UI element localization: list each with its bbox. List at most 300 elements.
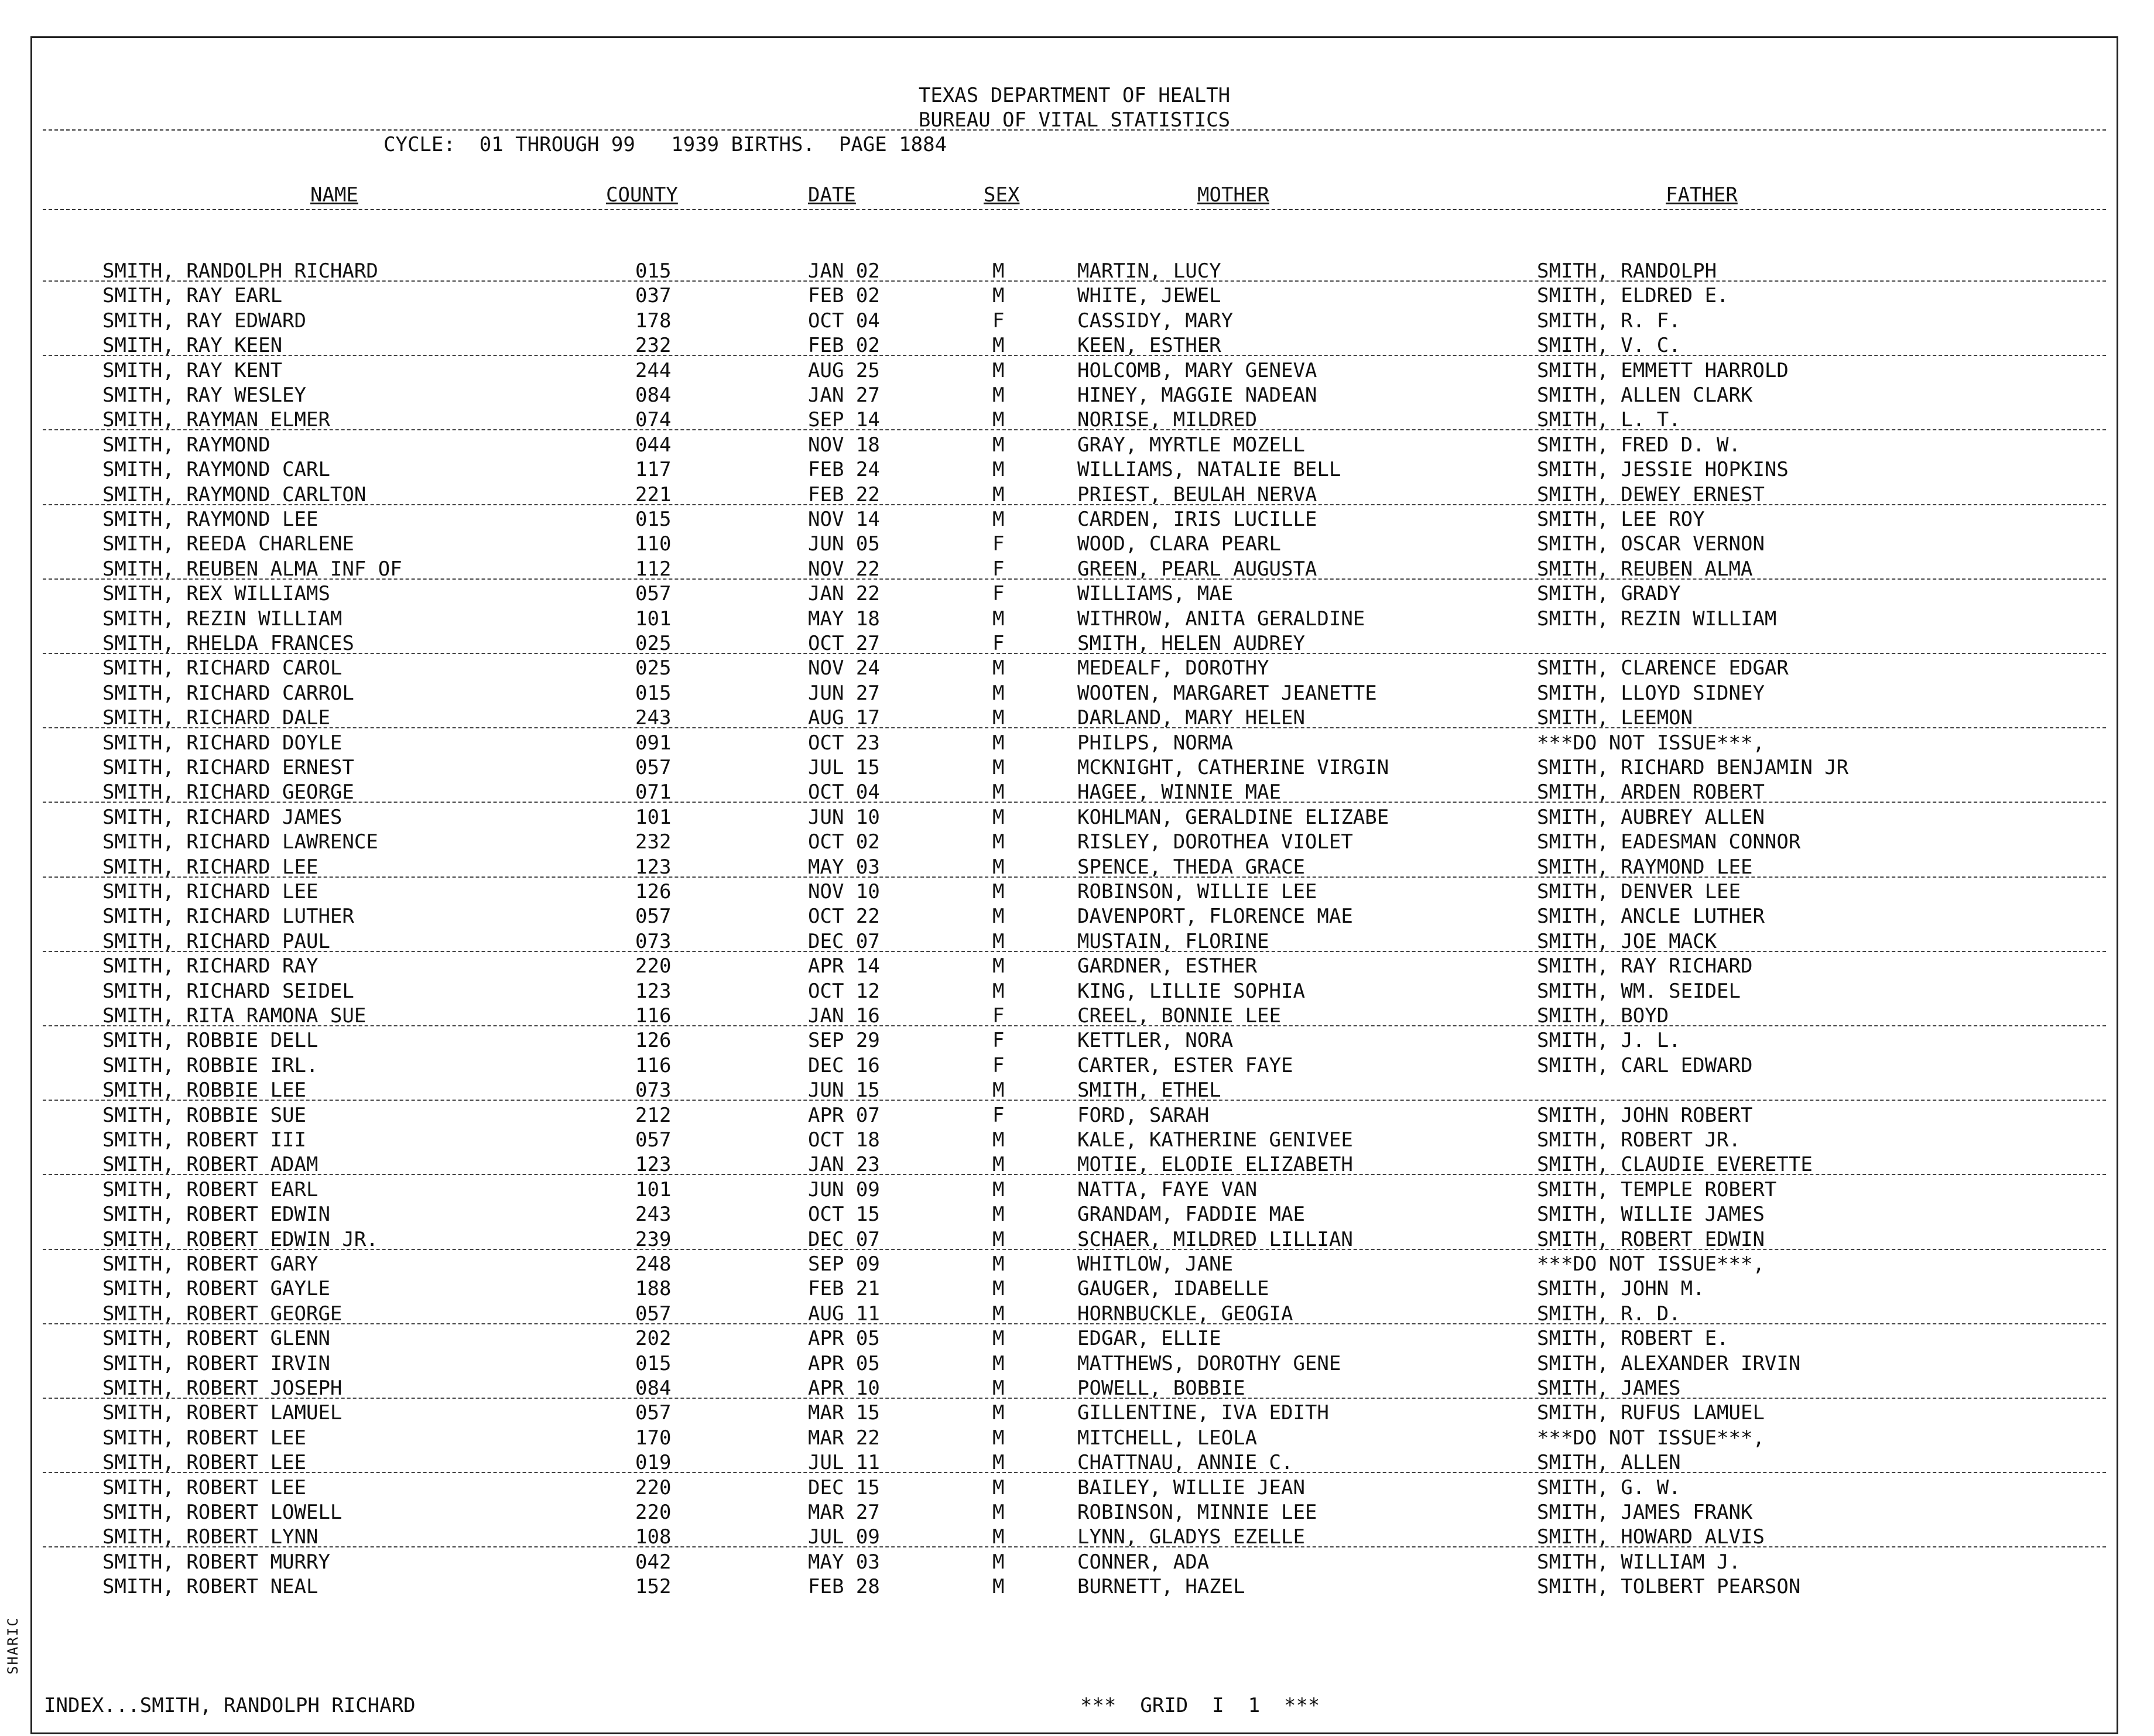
cell-date: JUN 15	[808, 1078, 880, 1102]
cell-county: 123	[635, 855, 672, 879]
cell-county: 057	[635, 582, 672, 606]
cell-mother: SPENCE, THEDA GRACE	[1077, 855, 1305, 879]
table-row	[32, 1575, 2117, 1600]
cell-date: MAR 22	[808, 1426, 880, 1450]
cell-mother: PRIEST, BEULAH NERVA	[1077, 482, 1317, 506]
row-separator	[43, 1174, 2106, 1175]
cell-mother: CASSIDY, MARY	[1077, 309, 1234, 333]
cell-county: 202	[635, 1327, 672, 1351]
cell-date: JUL 15	[808, 756, 880, 779]
table-row	[32, 1426, 2117, 1451]
row-separator	[43, 1323, 2106, 1324]
cell-mother: HORNBUCKLE, GEOGIA	[1077, 1302, 1293, 1326]
cell-county: 212	[635, 1103, 672, 1127]
cell-name: SMITH, ROBERT EDWIN	[102, 1203, 330, 1227]
cell-name: SMITH, ROBBIE DELL	[102, 1029, 319, 1053]
cell-name: SMITH, RICHARD PAUL	[102, 929, 330, 953]
cell-name: SMITH, RAYMOND LEE	[102, 508, 319, 531]
cell-county: 116	[635, 1004, 672, 1028]
cell-date: DEC 07	[808, 929, 880, 953]
cell-father: SMITH, ROBERT JR.	[1537, 1128, 1741, 1152]
column-divider	[43, 209, 2106, 210]
column-header-county: COUNTY	[606, 183, 678, 207]
cell-name: SMITH, ROBERT JOSEPH	[102, 1377, 343, 1400]
cell-sex: M	[992, 805, 1005, 829]
cell-county: 057	[635, 905, 672, 929]
cell-father: SMITH, WM. SEIDEL	[1537, 979, 1741, 1003]
cell-name: SMITH, ROBERT LEE	[102, 1475, 306, 1499]
cell-mother: BURNETT, HAZEL	[1077, 1575, 1245, 1599]
cell-county: 188	[635, 1277, 672, 1301]
cell-date: NOV 14	[808, 508, 880, 531]
cell-mother: MARTIN, LUCY	[1077, 259, 1221, 283]
cell-father: ***DO NOT ISSUE***,	[1537, 731, 1765, 755]
cell-father: SMITH, JAMES	[1537, 1377, 1681, 1400]
cell-father: SMITH, RAYMOND LEE	[1537, 855, 1753, 879]
cell-sex: M	[992, 1451, 1005, 1475]
cell-sex: M	[992, 1302, 1005, 1326]
header-divider	[43, 129, 2106, 131]
cell-sex: F	[992, 1053, 1005, 1077]
table-row	[32, 1327, 2117, 1351]
cell-mother: CREEL, BONNIE LEE	[1077, 1004, 1281, 1028]
cell-mother: WITHROW, ANITA GERALDINE	[1077, 607, 1365, 631]
table-row	[32, 433, 2117, 458]
row-separator	[43, 1546, 2106, 1547]
cell-mother: FORD, SARAH	[1077, 1103, 1210, 1127]
cell-sex: M	[992, 1575, 1005, 1599]
cell-date: APR 10	[808, 1377, 880, 1400]
cell-county: 057	[635, 756, 672, 779]
cell-father: SMITH, WILLIAM J.	[1537, 1550, 1741, 1574]
row-separator	[43, 578, 2106, 580]
cell-county: 015	[635, 681, 672, 705]
table-row	[32, 1277, 2117, 1302]
cell-sex: M	[992, 1078, 1005, 1102]
cell-father: SMITH, LEE ROY	[1537, 508, 1705, 531]
row-separator	[43, 429, 2106, 430]
cell-county: 101	[635, 1177, 672, 1201]
cell-sex: F	[992, 632, 1005, 655]
cell-name: SMITH, RICHARD DOYLE	[102, 731, 343, 755]
cell-father: SMITH, EMMETT HARROLD	[1537, 358, 1789, 382]
cell-father: SMITH, RAY RICHARD	[1537, 954, 1753, 978]
cell-father: SMITH, ALEXANDER IRVIN	[1537, 1351, 1801, 1375]
cell-county: 248	[635, 1252, 672, 1276]
cell-father: SMITH, J. L.	[1537, 1029, 1681, 1053]
cell-name: SMITH, RAY EDWARD	[102, 309, 306, 333]
cell-date: JUL 11	[808, 1451, 880, 1475]
cell-name: SMITH, RICHARD JAMES	[102, 805, 343, 829]
cell-date: NOV 22	[808, 557, 880, 581]
table-row	[32, 458, 2117, 482]
cell-name: SMITH, ROBBIE SUE	[102, 1103, 306, 1127]
cell-mother: NATTA, FAYE VAN	[1077, 1177, 1258, 1201]
cell-date: SEP 29	[808, 1029, 880, 1053]
cell-mother: GAUGER, IDABELLE	[1077, 1277, 1269, 1301]
cell-county: 232	[635, 830, 672, 854]
cell-county: 112	[635, 557, 672, 581]
cell-date: OCT 27	[808, 632, 880, 655]
row-separator	[43, 1025, 2106, 1026]
cell-father: SMITH, RANDOLPH	[1537, 259, 1717, 283]
cell-mother: PHILPS, NORMA	[1077, 731, 1234, 755]
table-row	[32, 1178, 2117, 1203]
cell-father: SMITH, REUBEN ALMA	[1537, 557, 1753, 581]
cell-mother: MATTHEWS, DOROTHY GENE	[1077, 1351, 1341, 1375]
cell-county: 015	[635, 1351, 672, 1375]
cell-name: SMITH, RHELDA FRANCES	[102, 632, 354, 655]
cell-sex: M	[992, 880, 1005, 903]
cell-county: 123	[635, 1153, 672, 1177]
cell-mother: MITCHELL, LEOLA	[1077, 1426, 1258, 1450]
cell-date: SEP 09	[808, 1252, 880, 1276]
cell-county: 015	[635, 259, 672, 283]
cell-name: SMITH, ROBERT LEE	[102, 1426, 306, 1450]
cell-county: 244	[635, 358, 672, 382]
cell-date: OCT 02	[808, 830, 880, 854]
cell-sex: M	[992, 681, 1005, 705]
cell-mother: DAVENPORT, FLORENCE MAE	[1077, 905, 1353, 929]
cell-sex: M	[992, 607, 1005, 631]
footer-grid: *** GRID I 1 ***	[1080, 1694, 1320, 1717]
cell-father: SMITH, AUBREY ALLEN	[1537, 805, 1765, 829]
cell-name: SMITH, RANDOLPH RICHARD	[102, 259, 378, 283]
cell-father: SMITH, RUFUS LAMUEL	[1537, 1401, 1765, 1425]
cell-name: SMITH, ROBERT MURRY	[102, 1550, 330, 1574]
table-row	[32, 1401, 2117, 1426]
row-separator	[43, 727, 2106, 728]
table-row	[32, 359, 2117, 384]
cell-mother: WHITE, JEWEL	[1077, 284, 1221, 308]
cell-sex: M	[992, 433, 1005, 457]
cell-county: 239	[635, 1227, 672, 1251]
cell-mother: HOLCOMB, MARY GENEVA	[1077, 358, 1317, 382]
cell-name: SMITH, ROBBIE LEE	[102, 1078, 306, 1102]
cell-mother: CARTER, ESTER FAYE	[1077, 1053, 1293, 1077]
cell-father: SMITH, LEEMON	[1537, 706, 1693, 730]
record-page	[30, 36, 2118, 1734]
cell-name: SMITH, RICHARD LEE	[102, 880, 319, 903]
cell-mother: NORISE, MILDRED	[1077, 408, 1258, 432]
cell-county: 178	[635, 309, 672, 333]
table-row	[32, 980, 2117, 1004]
table-row	[32, 384, 2117, 408]
cell-county: 019	[635, 1451, 672, 1475]
cell-mother: CHATTNAU, ANNIE C.	[1077, 1451, 1293, 1475]
cell-county: 126	[635, 880, 672, 903]
cell-father: SMITH, ROBERT E.	[1537, 1327, 1729, 1351]
cell-date: APR 05	[808, 1351, 880, 1375]
column-header-name: NAME	[310, 183, 358, 207]
table-row	[32, 1252, 2117, 1277]
cell-date: OCT 15	[808, 1203, 880, 1227]
cell-name: SMITH, RAY WESLEY	[102, 384, 306, 407]
cell-father: SMITH, JOHN ROBERT	[1537, 1103, 1753, 1127]
cell-name: SMITH, RICHARD LAWRENCE	[102, 830, 378, 854]
cell-sex: M	[992, 905, 1005, 929]
cell-sex: M	[992, 384, 1005, 407]
cell-date: AUG 17	[808, 706, 880, 730]
cell-mother: MCKNIGHT, CATHERINE VIRGIN	[1077, 756, 1389, 779]
cell-name: SMITH, REUBEN ALMA INF OF	[102, 557, 402, 581]
cell-county: 108	[635, 1525, 672, 1549]
cell-father: SMITH, ALLEN	[1537, 1451, 1681, 1475]
cell-father: SMITH, R. D.	[1537, 1302, 1681, 1326]
cell-father: SMITH, HOWARD ALVIS	[1537, 1525, 1765, 1549]
column-header-father: FATHER	[1666, 183, 1738, 207]
cell-date: APR 07	[808, 1103, 880, 1127]
table-row	[32, 1203, 2117, 1227]
cell-county: 220	[635, 1501, 672, 1524]
cell-sex: M	[992, 731, 1005, 755]
table-row	[32, 284, 2117, 309]
table-row	[32, 756, 2117, 780]
cell-father: SMITH, CLARENCE EDGAR	[1537, 656, 1789, 680]
table-row	[32, 830, 2117, 855]
cell-date: DEC 07	[808, 1227, 880, 1251]
cell-county: 044	[635, 433, 672, 457]
cell-county: 221	[635, 482, 672, 506]
cell-mother: SCHAER, MILDRED LILLIAN	[1077, 1227, 1353, 1251]
cell-sex: M	[992, 1177, 1005, 1201]
table-row	[32, 1104, 2117, 1128]
cell-date: FEB 02	[808, 284, 880, 308]
row-separator	[43, 1249, 2106, 1250]
cell-date: JUL 09	[808, 1525, 880, 1549]
table-row	[32, 1476, 2117, 1501]
cell-county: 084	[635, 1377, 672, 1400]
cell-name: SMITH, ROBERT GEORGE	[102, 1302, 343, 1326]
cell-sex: F	[992, 1029, 1005, 1053]
footer-index: INDEX...SMITH, RANDOLPH RICHARD	[44, 1694, 416, 1717]
cell-sex: F	[992, 1103, 1005, 1127]
cell-county: 116	[635, 1053, 672, 1077]
cell-mother: WILLIAMS, NATALIE BELL	[1077, 458, 1341, 482]
table-row	[32, 1029, 2117, 1053]
cell-date: JAN 23	[808, 1153, 880, 1177]
row-separator	[43, 355, 2106, 356]
cell-sex: M	[992, 979, 1005, 1003]
cell-father: SMITH, ROBERT EDWIN	[1537, 1227, 1765, 1251]
cell-date: SEP 14	[808, 408, 880, 432]
cell-father: SMITH, CLAUDIE EVERETTE	[1537, 1153, 1813, 1177]
table-row	[32, 656, 2117, 681]
cell-sex: M	[992, 1501, 1005, 1524]
table-row	[32, 607, 2117, 632]
cell-mother: BAILEY, WILLIE JEAN	[1077, 1475, 1305, 1499]
cell-name: SMITH, RAY EARL	[102, 284, 283, 308]
cell-date: OCT 04	[808, 780, 880, 804]
cell-county: 220	[635, 1475, 672, 1499]
cell-date: APR 14	[808, 954, 880, 978]
table-row	[32, 905, 2117, 929]
cell-county: 243	[635, 1203, 672, 1227]
cell-sex: M	[992, 408, 1005, 432]
cell-county: 101	[635, 607, 672, 631]
cell-father: SMITH, GRADY	[1537, 582, 1681, 606]
cell-mother: GILLENTINE, IVA EDITH	[1077, 1401, 1329, 1425]
cell-date: JUN 05	[808, 532, 880, 556]
header-bureau: BUREAU OF VITAL STATISTICS	[918, 108, 1231, 132]
cell-mother: KEEN, ESTHER	[1077, 334, 1221, 358]
cell-date: OCT 12	[808, 979, 880, 1003]
cell-sex: M	[992, 954, 1005, 978]
cell-mother: CARDEN, IRIS LUCILLE	[1077, 508, 1317, 531]
cell-sex: M	[992, 1550, 1005, 1574]
cell-father: SMITH, FRED D. W.	[1537, 433, 1741, 457]
cell-name: SMITH, RICHARD LUTHER	[102, 905, 354, 929]
column-header-mother: MOTHER	[1197, 183, 1269, 207]
row-separator	[43, 280, 2106, 282]
cell-father: SMITH, LLOYD SIDNEY	[1537, 681, 1765, 705]
cell-mother: ROBINSON, MINNIE LEE	[1077, 1501, 1317, 1524]
side-label: SHARIC	[5, 1617, 21, 1675]
cell-sex: M	[992, 1426, 1005, 1450]
cell-date: AUG 11	[808, 1302, 880, 1326]
cell-father: SMITH, ALLEN CLARK	[1537, 384, 1753, 407]
cell-county: 220	[635, 954, 672, 978]
cell-sex: M	[992, 358, 1005, 382]
cell-name: SMITH, REZIN WILLIAM	[102, 607, 343, 631]
cell-name: SMITH, RAYMOND CARL	[102, 458, 330, 482]
table-row	[32, 880, 2117, 905]
cell-name: SMITH, RITA RAMONA SUE	[102, 1004, 367, 1028]
cell-father: SMITH, ELDRED E.	[1537, 284, 1729, 308]
cell-sex: M	[992, 855, 1005, 879]
cell-mother: SMITH, HELEN AUDREY	[1077, 632, 1305, 655]
cell-father: SMITH, TOLBERT PEARSON	[1537, 1575, 1801, 1599]
cell-sex: M	[992, 1377, 1005, 1400]
cell-sex: M	[992, 458, 1005, 482]
cell-father: SMITH, ANCLE LUTHER	[1537, 905, 1765, 929]
cell-mother: GARDNER, ESTHER	[1077, 954, 1258, 978]
cell-county: 025	[635, 656, 672, 680]
cell-father: SMITH, G. W.	[1537, 1475, 1681, 1499]
table-row	[32, 1501, 2117, 1525]
cell-father: SMITH, OSCAR VERNON	[1537, 532, 1765, 556]
cell-father: SMITH, BOYD	[1537, 1004, 1669, 1028]
table-row	[32, 1352, 2117, 1377]
cell-name: SMITH, RAYMOND	[102, 433, 270, 457]
cell-mother: LYNN, GLADYS EZELLE	[1077, 1525, 1305, 1549]
cell-date: MAY 03	[808, 1550, 880, 1574]
cell-father: SMITH, R. F.	[1537, 309, 1681, 333]
cell-father: SMITH, JOE MACK	[1537, 929, 1717, 953]
table-row	[32, 806, 2117, 830]
row-separator	[43, 1100, 2106, 1101]
cell-father: SMITH, ARDEN ROBERT	[1537, 780, 1765, 804]
cell-date: FEB 02	[808, 334, 880, 358]
cell-name: SMITH, ROBERT LOWELL	[102, 1501, 343, 1524]
cell-date: DEC 16	[808, 1053, 880, 1077]
cell-sex: F	[992, 582, 1005, 606]
cell-date: MAR 15	[808, 1401, 880, 1425]
cell-mother: KING, LILLIE SOPHIA	[1077, 979, 1305, 1003]
cell-date: JUN 09	[808, 1177, 880, 1201]
cell-date: OCT 23	[808, 731, 880, 755]
cell-sex: F	[992, 309, 1005, 333]
cell-name: SMITH, RAY KEEN	[102, 334, 283, 358]
cell-name: SMITH, ROBERT LAMUEL	[102, 1401, 343, 1425]
cell-date: JUN 27	[808, 681, 880, 705]
cell-sex: M	[992, 1277, 1005, 1301]
cell-mother: GREEN, PEARL AUGUSTA	[1077, 557, 1317, 581]
cell-name: SMITH, ROBBIE IRL.	[102, 1053, 319, 1077]
cell-father: SMITH, EADESMAN CONNOR	[1537, 830, 1801, 854]
cell-name: SMITH, RICHARD LEE	[102, 855, 319, 879]
cell-sex: M	[992, 334, 1005, 358]
cell-father: SMITH, CARL EDWARD	[1537, 1053, 1753, 1077]
cell-county: 073	[635, 1078, 672, 1102]
cell-county: 126	[635, 1029, 672, 1053]
cell-sex: M	[992, 1525, 1005, 1549]
cell-father: SMITH, REZIN WILLIAM	[1537, 607, 1777, 631]
cell-father: SMITH, V. C.	[1537, 334, 1681, 358]
cell-date: MAR 27	[808, 1501, 880, 1524]
cell-county: 057	[635, 1401, 672, 1425]
cell-father: ***DO NOT ISSUE***,	[1537, 1426, 1765, 1450]
cell-name: SMITH, RAY KENT	[102, 358, 283, 382]
cell-father: SMITH, TEMPLE ROBERT	[1537, 1177, 1777, 1201]
cell-county: 091	[635, 731, 672, 755]
cell-county: 071	[635, 780, 672, 804]
cell-mother: MOTIE, ELODIE ELIZABETH	[1077, 1153, 1353, 1177]
table-row	[32, 731, 2117, 756]
row-separator	[43, 876, 2106, 878]
cell-mother: SMITH, ETHEL	[1077, 1078, 1221, 1102]
cell-name: SMITH, RICHARD ERNEST	[102, 756, 354, 779]
cell-county: 037	[635, 284, 672, 308]
cell-county: 117	[635, 458, 672, 482]
cell-father: SMITH, L. T.	[1537, 408, 1681, 432]
cell-name: SMITH, ROBERT IRVIN	[102, 1351, 330, 1375]
cell-name: SMITH, ROBERT EDWIN JR.	[102, 1227, 378, 1251]
cell-name: SMITH, RICHARD SEIDEL	[102, 979, 354, 1003]
cell-sex: M	[992, 284, 1005, 308]
cell-sex: M	[992, 1153, 1005, 1177]
cell-name: SMITH, ROBERT NEAL	[102, 1575, 319, 1599]
cell-county: 042	[635, 1550, 672, 1574]
cell-name: SMITH, RAYMOND CARLTON	[102, 482, 367, 506]
cell-county: 152	[635, 1575, 672, 1599]
cell-date: JUN 10	[808, 805, 880, 829]
cell-sex: M	[992, 706, 1005, 730]
cell-sex: F	[992, 557, 1005, 581]
row-separator	[43, 504, 2106, 505]
cell-mother: HAGEE, WINNIE MAE	[1077, 780, 1281, 804]
header-department: TEXAS DEPARTMENT OF HEALTH	[918, 84, 1231, 107]
cell-name: SMITH, RICHARD CAROL	[102, 656, 343, 680]
cell-father: SMITH, DENVER LEE	[1537, 880, 1741, 903]
cell-date: OCT 22	[808, 905, 880, 929]
cell-sex: M	[992, 1203, 1005, 1227]
cell-mother: GRAY, MYRTLE MOZELL	[1077, 433, 1305, 457]
cell-county: 015	[635, 508, 672, 531]
cell-sex: M	[992, 1351, 1005, 1375]
cell-county: 101	[635, 805, 672, 829]
cell-date: OCT 04	[808, 309, 880, 333]
table-row	[32, 682, 2117, 706]
cell-mother: WOOD, CLARA PEARL	[1077, 532, 1281, 556]
cell-county: 073	[635, 929, 672, 953]
cell-sex: M	[992, 929, 1005, 953]
cell-county: 057	[635, 1128, 672, 1152]
cell-county: 074	[635, 408, 672, 432]
cell-mother: EDGAR, ELLIE	[1077, 1327, 1221, 1351]
cell-county: 243	[635, 706, 672, 730]
cell-date: FEB 22	[808, 482, 880, 506]
